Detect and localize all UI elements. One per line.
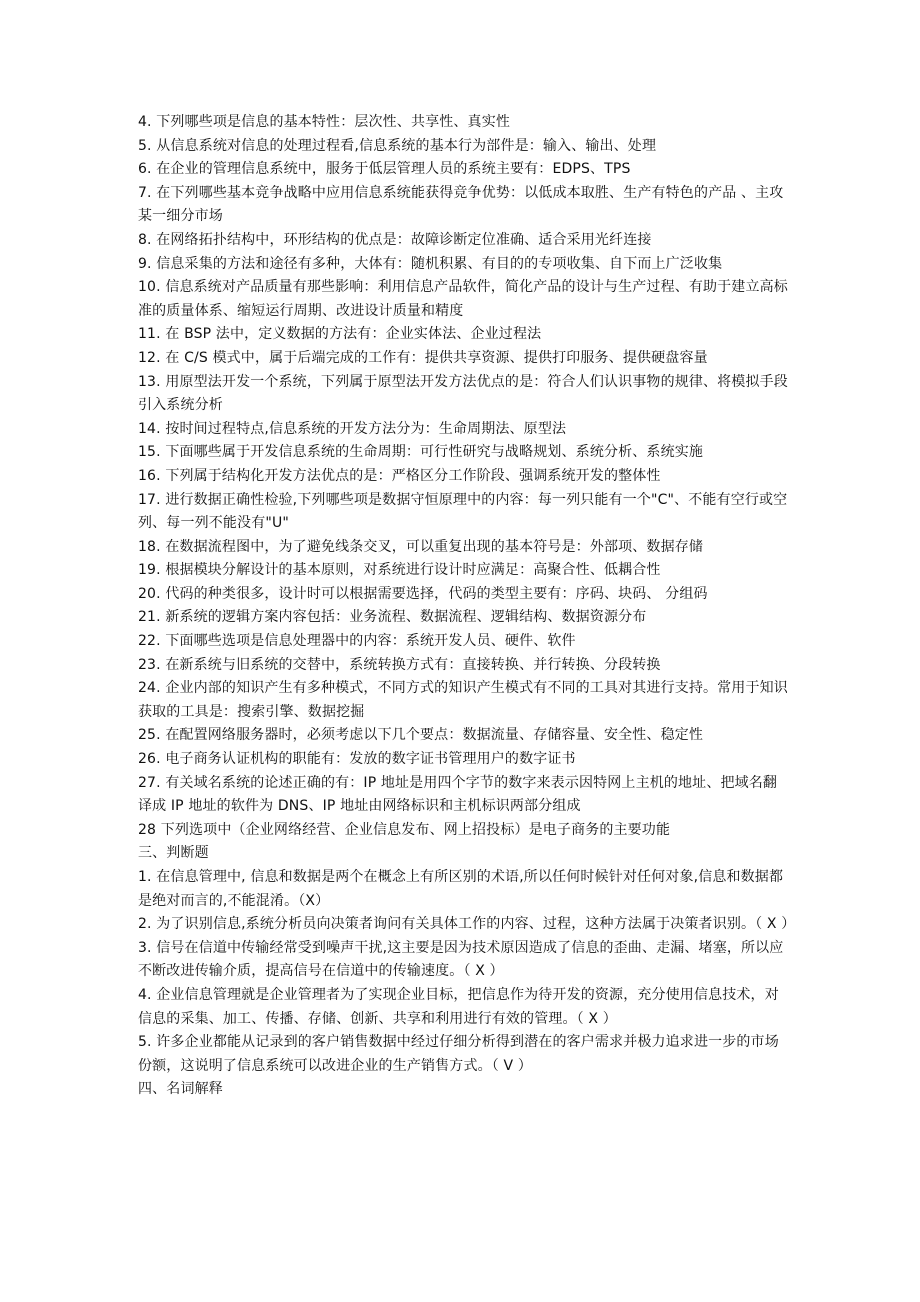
section-heading: 三、判断题: [138, 845, 209, 862]
paragraph: 21. 新系统的逻辑方案内容包括：业务流程、数据流程、逻辑结构、数据资源分布: [138, 609, 647, 626]
paragraph: 27. 有关域名系统的论述正确的有：IP 地址是用四个字节的数字来表示因特网上主机的地址、把域名翻译成 IP 地址的软件为 DNS、IP 地址由网络标识和主机标识两部分组成: [138, 774, 778, 815]
paragraph: 1. 在信息管理中, 信息和数据是两个在概念上有所区别的术语,所以任何时候针对任何对象,信息和数据都是绝对而言的,不能混淆。（X）: [138, 869, 784, 909]
paragraph: 10. 信息系统对产品质量有那些影响：利用信息产品软件，简化产品的设计与生产过程、有助于建立高标准的质量体系、缩短运行周期、改进设计质量和精度: [138, 279, 788, 319]
paragraph: 15. 下面哪些属于开发信息系统的生命周期：可行性研究与战略规划、系统分析、系统实施: [138, 444, 704, 461]
paragraph: 5. 许多企业都能从记录到的客户销售数据中经过仔细分析得到潜在的客户需求并极力追求进一步的市场份额，这说明了信息系统可以改进企业的生产销售方式。（ V ）: [138, 1034, 779, 1074]
paragraph: 14. 按时间过程特点,信息系统的开发方法分为：生命周期法、原型法: [138, 420, 567, 437]
paragraph: 24. 企业内部的知识产生有多种模式，不同方式的知识产生模式有不同的工具对其进行支持。常用于知识获取的工具是：搜索引擎、数据挖掘: [138, 680, 788, 720]
paragraph: 18. 在数据流程图中，为了避免线条交叉，可以重复出现的基本符号是：外部项、数据存储: [138, 538, 704, 555]
paragraph: 17. 进行数据正确性检验,下列哪些项是数据守恒原理中的内容：每一列只能有一个"C"、不能有空行或空列、每一列不能没有"U": [138, 491, 788, 532]
paragraph: 20. 代码的种类很多，设计时可以根据需要选择，代码的类型主要有：序码、块码、 分组码: [138, 585, 708, 602]
paragraph: 3. 信号在信道中传输经常受到噪声干扰,这主要是因为技术原因造成了信息的歪曲、走漏、堵塞，所以应不断改进传输介质，提高信号在信道中的传输速度。（ X ）: [138, 939, 784, 980]
paragraph: 13. 用原型法开发一个系统，下列属于原型法开发方法优点的是：符合人们认识事物的规律、将模拟手段引入系统分析: [138, 373, 788, 414]
paragraph: 6. 在企业的管理信息系统中，服务于低层管理人员的系统主要有：EDPS、TPS: [138, 161, 631, 178]
paragraph: 11. 在 BSP 法中，定义数据的方法有：企业实体法、企业过程法: [138, 326, 542, 343]
paragraph: 23. 在新系统与旧系统的交替中，系统转换方式有：直接转换、并行转换、分段转换: [138, 656, 661, 673]
paragraph: 16. 下列属于结构化开发方法优点的是：严格区分工作阶段、强调系统开发的整体性: [138, 467, 661, 484]
paragraph: 25. 在配置网络服务器时，必须考虑以下几个要点：数据流量、存储容量、安全性、稳定性: [138, 727, 704, 744]
paragraph: 5. 从信息系统对信息的处理过程看,信息系统的基本行为部件是：输入、输出、处理: [138, 137, 657, 154]
paragraph: 7. 在下列哪些基本竞争战略中应用信息系统能获得竞争优势：以低成本取胜、生产有特色的产品 、主攻某一细分市场: [138, 184, 784, 225]
section-heading: 四、名词解释: [138, 1081, 223, 1098]
paragraph: 28 下列选项中（企业网络经营、企业信息发布、网上招投标）是电子商务的主要功能: [138, 821, 671, 838]
paragraph: 2. 为了识别信息,系统分析员向决策者询问有关具体工作的内容、过程，这种方法属于决策者识别。（ X ）: [138, 916, 796, 933]
paragraph: 4. 企业信息管理就是企业管理者为了实现企业目标，把信息作为待开发的资源，充分使用信息技术，对信息的采集、加工、传播、存储、创新、共享和利用进行有效的管理。（ X ）: [138, 986, 779, 1027]
paragraph: 19. 根据模块分解设计的基本原则，对系统进行设计时应满足：高聚合性、低耦合性: [138, 562, 661, 579]
paragraph: 4. 下列哪些项是信息的基本特性：层次性、共享性、真实性: [138, 114, 511, 130]
paragraph: 22. 下面哪些选项是信息处理器中的内容：系统开发人员、硬件、软件: [138, 633, 576, 650]
document-body: [138, 111, 796, 1102]
paragraph: 9. 信息采集的方法和途径有多种，大体有：随机积累、有目的的专项收集、自下而上广泛收集: [138, 255, 723, 272]
paragraph: 12. 在 C/S 模式中，属于后端完成的工作有：提供共享资源、提供打印服务、提供硬盘容量: [138, 349, 708, 366]
paragraph: 8. 在网络拓扑结构中，环形结构的优点是：故障诊断定位准确、适合采用光纤连接: [138, 231, 652, 248]
paragraph: 26. 电子商务认证机构的职能有：发放的数字证书管理用户的数字证书: [138, 751, 576, 768]
